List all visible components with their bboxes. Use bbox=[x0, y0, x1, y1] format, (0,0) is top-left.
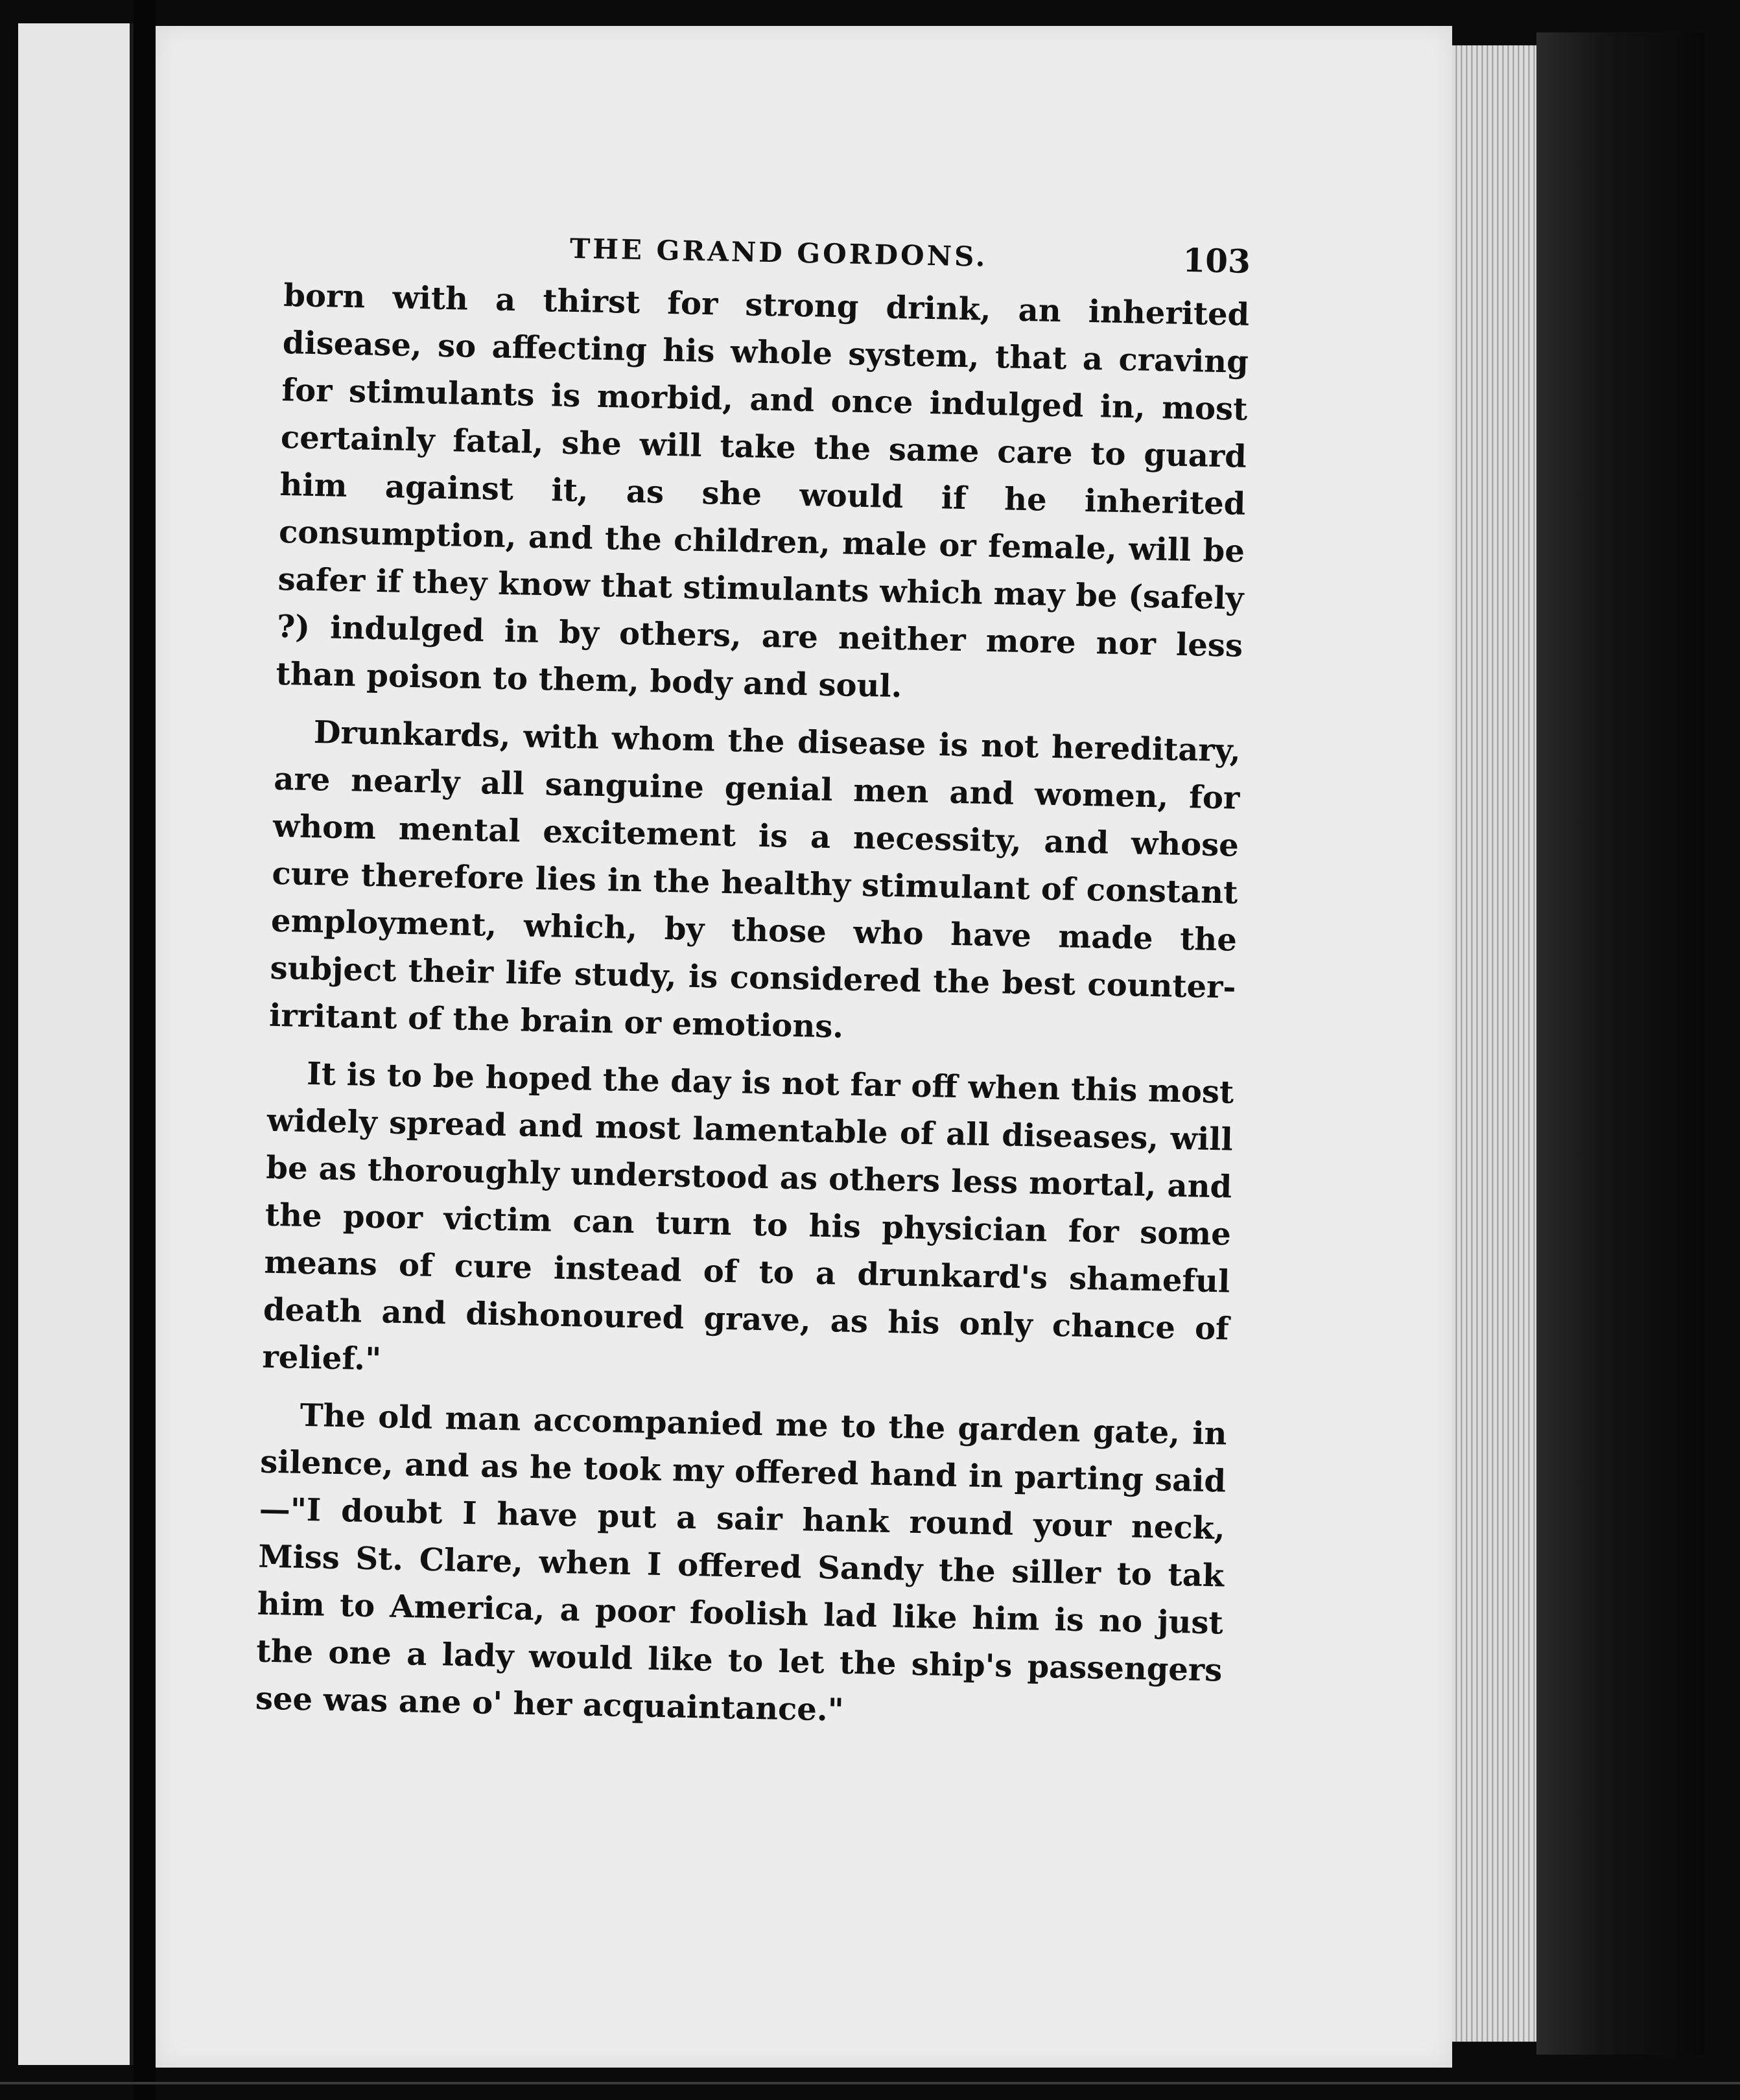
book-gutter bbox=[134, 0, 156, 2100]
page-text bbox=[255, 214, 1251, 1742]
paragraph-1: born with a thirst for strong drink, an inherited disease, so affecting his whole system, that a craving for stimulants is morbid, and once indulged in, most certainly fatal, she will take the same care to guard him against it, as she would if he inherited consumption, and the children, male or female, will be safer if they know that stimulants which may be (safely ?) indulged in by others, are neither more nor less than poison to them, body and soul. bbox=[276, 277, 1250, 705]
page-number: 103 bbox=[1182, 240, 1251, 281]
page-edges bbox=[1452, 45, 1536, 2042]
previous-page-edge bbox=[18, 23, 134, 2065]
book-cover-edge bbox=[1536, 32, 1705, 2055]
paragraph-3: It is to be hoped the day is not far off when this most widely spread and most lamentable of all diseases, will be as thoroughly understood as others less mortal, and the poor victim can turn to his physician for some means of cure instead of to a drunkard's shameful death and dishonoured grave, as his only chance of relief." bbox=[262, 1055, 1234, 1378]
running-title: THE GRAND GORDONS. bbox=[569, 232, 988, 273]
paragraph-2: Drunkards, with whom the disease is not hereditary, are nearly all sanguine genial men and women, for whom mental excitement is a necessity, and whose cure therefore lies in the healthy stimulant of constant employment, which, by those who have made the subject their life study, is considered the best counter-irritant of the brain or emotions. bbox=[268, 714, 1241, 1045]
paragraph-4: The old man accompanied me to the garden gate, in silence, and as he took my offered hand in parting said—"I doubt I have put a sair hank round your neck, Miss St. Clare, when I offered Sandy the siller to tak him to America, a poor foolish lad like him is no just the one a lady would like to let the ship's passengers see was ane o' her acquaintance." bbox=[255, 1397, 1228, 1729]
scan-border bbox=[0, 2082, 1740, 2084]
